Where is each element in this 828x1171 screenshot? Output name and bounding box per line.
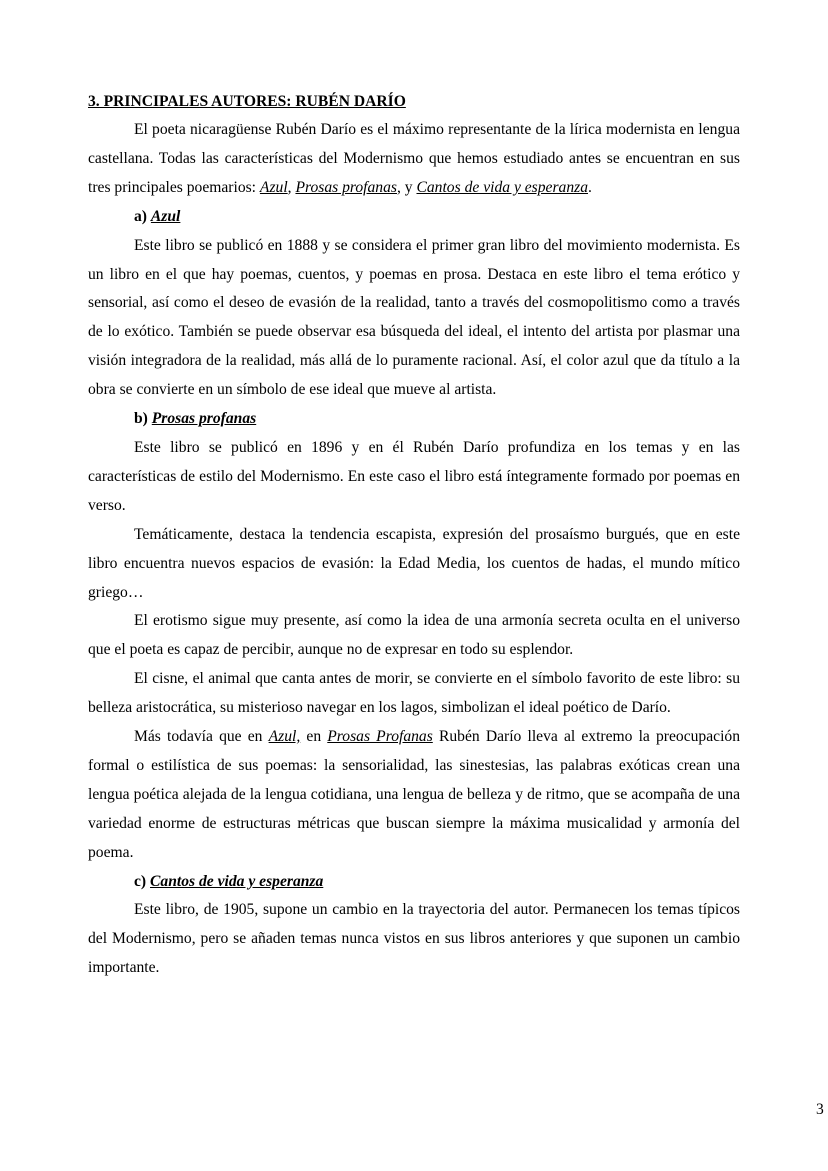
book-title-prosas: Prosas Profanas: [327, 728, 433, 746]
section-title: 3. PRINCIPALES AUTORES: RUBÉN DARÍO: [88, 93, 406, 110]
subheading-label: b): [134, 410, 148, 428]
intro-sep2: , y: [396, 178, 417, 196]
subheading-title: Cantos de vida y esperanza: [150, 872, 324, 890]
p5-text-b: en: [300, 728, 328, 746]
subheading-title: Prosas profanas: [151, 410, 257, 428]
intro-text: El poeta nicaragüense Rubén Darío es el máximo representante de la lírica modernista en lengua castellana. Todas las características del Modernismo que hemos estudiado antes se encuentran en sus tres principales poemarios:: [88, 121, 740, 196]
subheading-cantos: [88, 868, 740, 897]
book-title-prosas: Prosas profanas: [295, 178, 397, 196]
subheading-label: a): [134, 207, 147, 225]
subheading-title: Azul: [150, 207, 181, 225]
document-body: [88, 90, 740, 983]
book-title-azul: Azul,: [268, 728, 301, 746]
subheading-prosas: [88, 405, 740, 434]
prosas-paragraph-2: Temáticamente, destaca la tendencia escapista, expresión del prosaísmo burgués, que en este libro encuentra nuevos espacios de evasión: la Edad Media, los cuentos de hadas, el mundo mítico griego…: [88, 525, 740, 601]
intro-end: .: [588, 178, 592, 196]
book-title-azul: Azul: [259, 178, 288, 196]
prosas-paragraph-3: El erotismo sigue muy presente, así como la idea de una armonía secreta oculta en el universo que el poeta es capaz de percibir, aunque no de expresar en todo su esplendor.: [88, 612, 740, 659]
prosas-paragraph-5: [88, 723, 740, 868]
p5-text-c: Rubén Darío lleva al extremo la preocupación formal o estilística de sus poemas: la sensorialidad, las sinestesias, las palabras exóticas crean una lengua poética alejada de la lengua cotidiana, una lengua de belleza y de ritmo, que se acompaña de una variedad enorme de estructuras métricas que buscan siempre la máxima musicalidad y armonía del poema.: [88, 728, 741, 861]
intro-sep1: ,: [287, 178, 296, 196]
subheading-label: c): [134, 872, 147, 890]
p5-text-a: Más todavía que en: [134, 728, 269, 746]
prosas-paragraph-1: Este libro se publicó en 1896 y en él Rubén Darío profundiza en los temas y en las características de estilo del Modernismo. En este caso el libro está íntegramente formado por poemas en verso.: [88, 438, 740, 514]
cantos-paragraph: Este libro, de 1905, supone un cambio en la trayectoria del autor. Permanecen los temas típicos del Modernismo, pero se añaden temas nunca vistos en sus libros anteriores y que suponen un cambio importante.: [88, 901, 740, 977]
intro-paragraph: [88, 116, 740, 203]
azul-paragraph: Este libro se publicó en 1888 y se considera el primer gran libro del movimiento modernista. Es un libro en el que hay poemas, cuentos, y poemas en prosa. Destaca en este libro el tema erótico y sensorial, así como el deseo de evasión de la realidad, tanto a través del cosmopolitismo como a través de lo exótico. También se puede observar esa búsqueda del ideal, el intento del artista por plasmar una visión integradora de la realidad, más allá de lo puramente racional. Así, el color azul que da título a la obra se convierte en un símbolo de ese ideal que mueve al artista.: [88, 236, 740, 399]
subheading-azul: [88, 203, 740, 232]
book-title-cantos: Cantos de vida y esperanza: [416, 178, 588, 196]
prosas-paragraph-4: El cisne, el animal que canta antes de morir, se convierte en el símbolo favorito de este libro: su belleza aristocrática, su misterioso navegar en los lagos, simbolizan el ideal poético de Darío.: [88, 670, 740, 717]
page-number: 3: [816, 1101, 824, 1118]
